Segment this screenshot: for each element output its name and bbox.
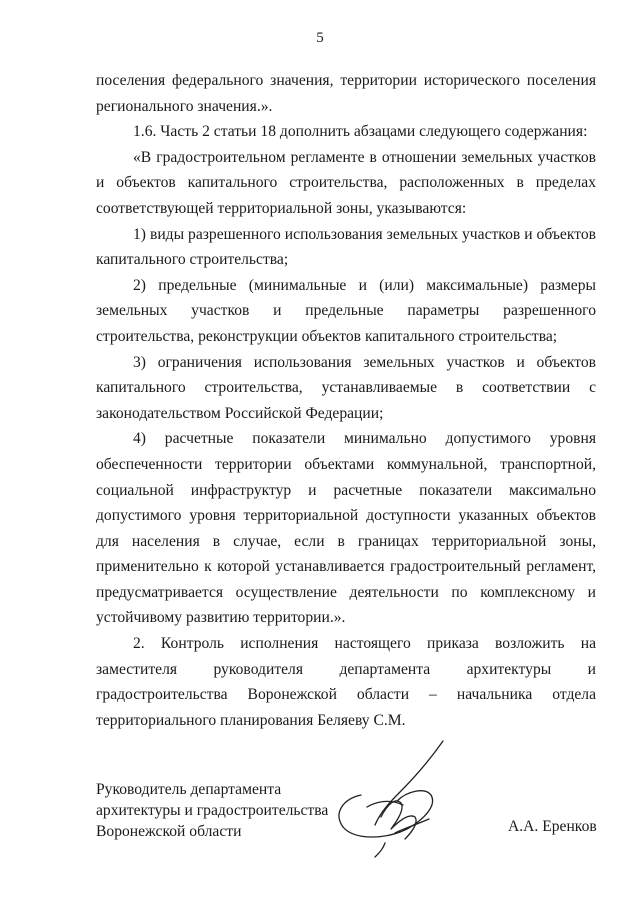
signatory-title: [96, 779, 336, 842]
paragraph-control-clause: 2. Контроль исполнения настоящего приказа возложить на заместителя руководителя департамента архитектуры и градостроительства Воронежской области – начальника отдела территориального планирования Беляеву С.М.: [96, 635, 596, 729]
paragraph-item-4: 4) расчетные показатели минимально допустимого уровня обеспеченности территории объектами коммунальной, транспортной, социальной инфраструктур и расчетные показатели максимально допустимого уровня территориальной доступности указанных объектов для населения в случае, если в границах территориальной зоны, применительно к которой устанавливается градостроительный регламент, предусматривается осуществление деятельности по комплексному и устойчивому развитию территории.».: [96, 430, 596, 627]
signatory-title-line: архитектуры и градостроительства: [96, 802, 329, 819]
paragraph-continuation: поселения федерального значения, территории исторического поселения регионального значения.».: [96, 72, 596, 115]
signatory-title-line: Воронежской области: [96, 823, 242, 840]
paragraph-item-1: 1) виды разрешенного использования земельных участков и объектов капитального строительства;: [96, 225, 596, 269]
paragraph-regulation-intro: «В градостроительном регламенте в отношении земельных участков и объектов капитального строительства, расположенных в пределах соответствующей территориальной зоны, указываются:: [96, 148, 596, 217]
signer-name: А.А. Еренков: [508, 818, 597, 835]
paragraph-item-3: 3) ограничения использования земельных участков и объектов капитального строительства, устанавливаемые в соответствии с законодательством Российской Федерации;: [96, 353, 596, 422]
page-number: 5: [316, 30, 324, 46]
document-body: [96, 68, 596, 733]
handwritten-signature: [325, 733, 485, 863]
paragraph-item-2: 2) предельные (минимальные и (или) максимальные) размеры земельных участков и предельные параметры разрешенного строительства, реконструкции объектов капитального строительства;: [96, 276, 596, 345]
signatory-title-line: Руководитель департамента: [96, 781, 282, 798]
paragraph-amendment-1-6: 1.6. Часть 2 статьи 18 дополнить абзацами следующего содержания:: [133, 123, 588, 141]
